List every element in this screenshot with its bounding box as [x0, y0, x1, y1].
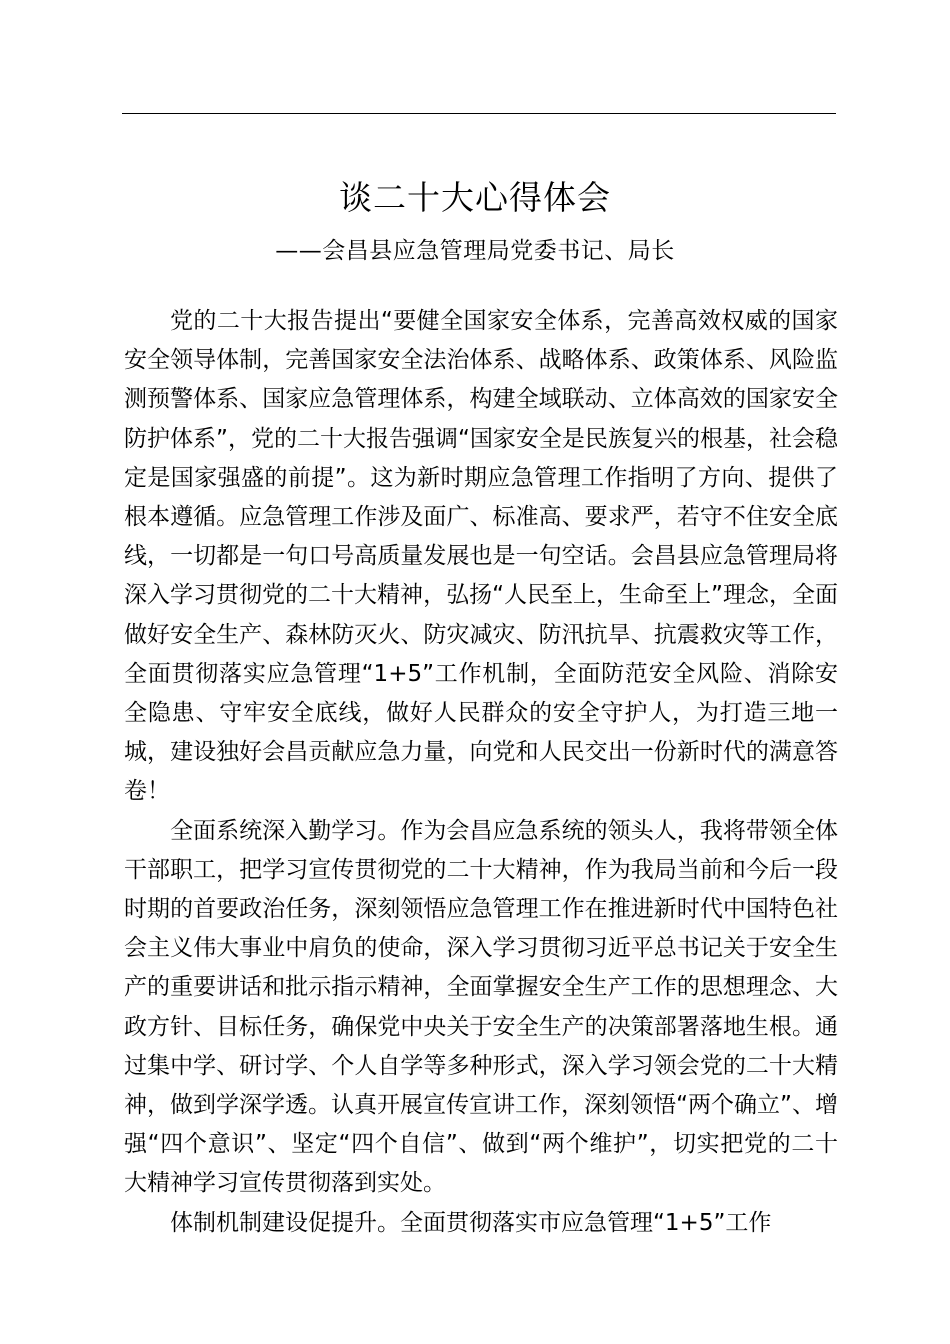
paragraph-2: 全面系统深入勤学习。作为会昌应急系统的领头人，我将带领全体干部职工，把学习宣传贯彻党的二十大精神，作为我局当前和今后一段时期的首要政治任务，深刻领悟应急管理工作在推进新时代中国特色社会主义伟大事业中肩负的使命，深入学习贯彻习近平总书记关于安全生产的重要讲话和批示指示精神，全面掌握安全生产工作的思想理念、大政方针、目标任务，确保党中央关于安全生产的决策部署落地生根。通过集中学、研讨学、个人自学等多种形式，深入学习领会党的二十大精神，做到学深学透。认真开展宣传宣讲工作，深刻领悟“两个确立”、增强“四个意识”、坚定“四个自信”、做到“两个维护”，切实把党的二十大精神学习宣传贯彻落到实处。 [124, 817, 838, 1197]
paragraph-3: 体制机制建设促提升。全面贯彻落实市应急管理“1+5”工作 [170, 1209, 772, 1236]
document-title: 谈二十大心得体会 [339, 178, 611, 217]
document-subtitle: ——会昌县应急管理局党委书记、局长 [275, 238, 675, 264]
document-body [124, 302, 838, 1243]
header-rule [122, 113, 836, 114]
paragraph-1: 党的二十大报告提出“要健全国家安全体系，完善高效权威的国家安全领导体制，完善国家安全法治体系、战略体系、政策体系、风险监测预警体系、国家应急管理体系，构建全域联动、立体高效的国家安全防护体系”，党的二十大报告强调“国家安全是民族复兴的根基，社会稳定是国家强盛的前提”。这为新时期应急管理工作指明了方向、提供了根本遵循。应急管理工作涉及面广、标准高、要求严，若守不住安全底线，一切都是一句口号高质量发展也是一句空话。会昌县应急管理局将深入学习贯彻党的二十大精神，弘扬“人民至上，生命至上”理念，全面做好安全生产、森林防灭火、防灾减灾、防汛抗旱、抗震救灾等工作，全面贯彻落实应急管理“1+5”工作机制，全面防范安全风险、消除安全隐患、守牢安全底线，做好人民群众的安全守护人，为打造三地一城，建设独好会昌贡献应急力量，向党和人民交出一份新时代的满意答卷！ [124, 308, 838, 805]
